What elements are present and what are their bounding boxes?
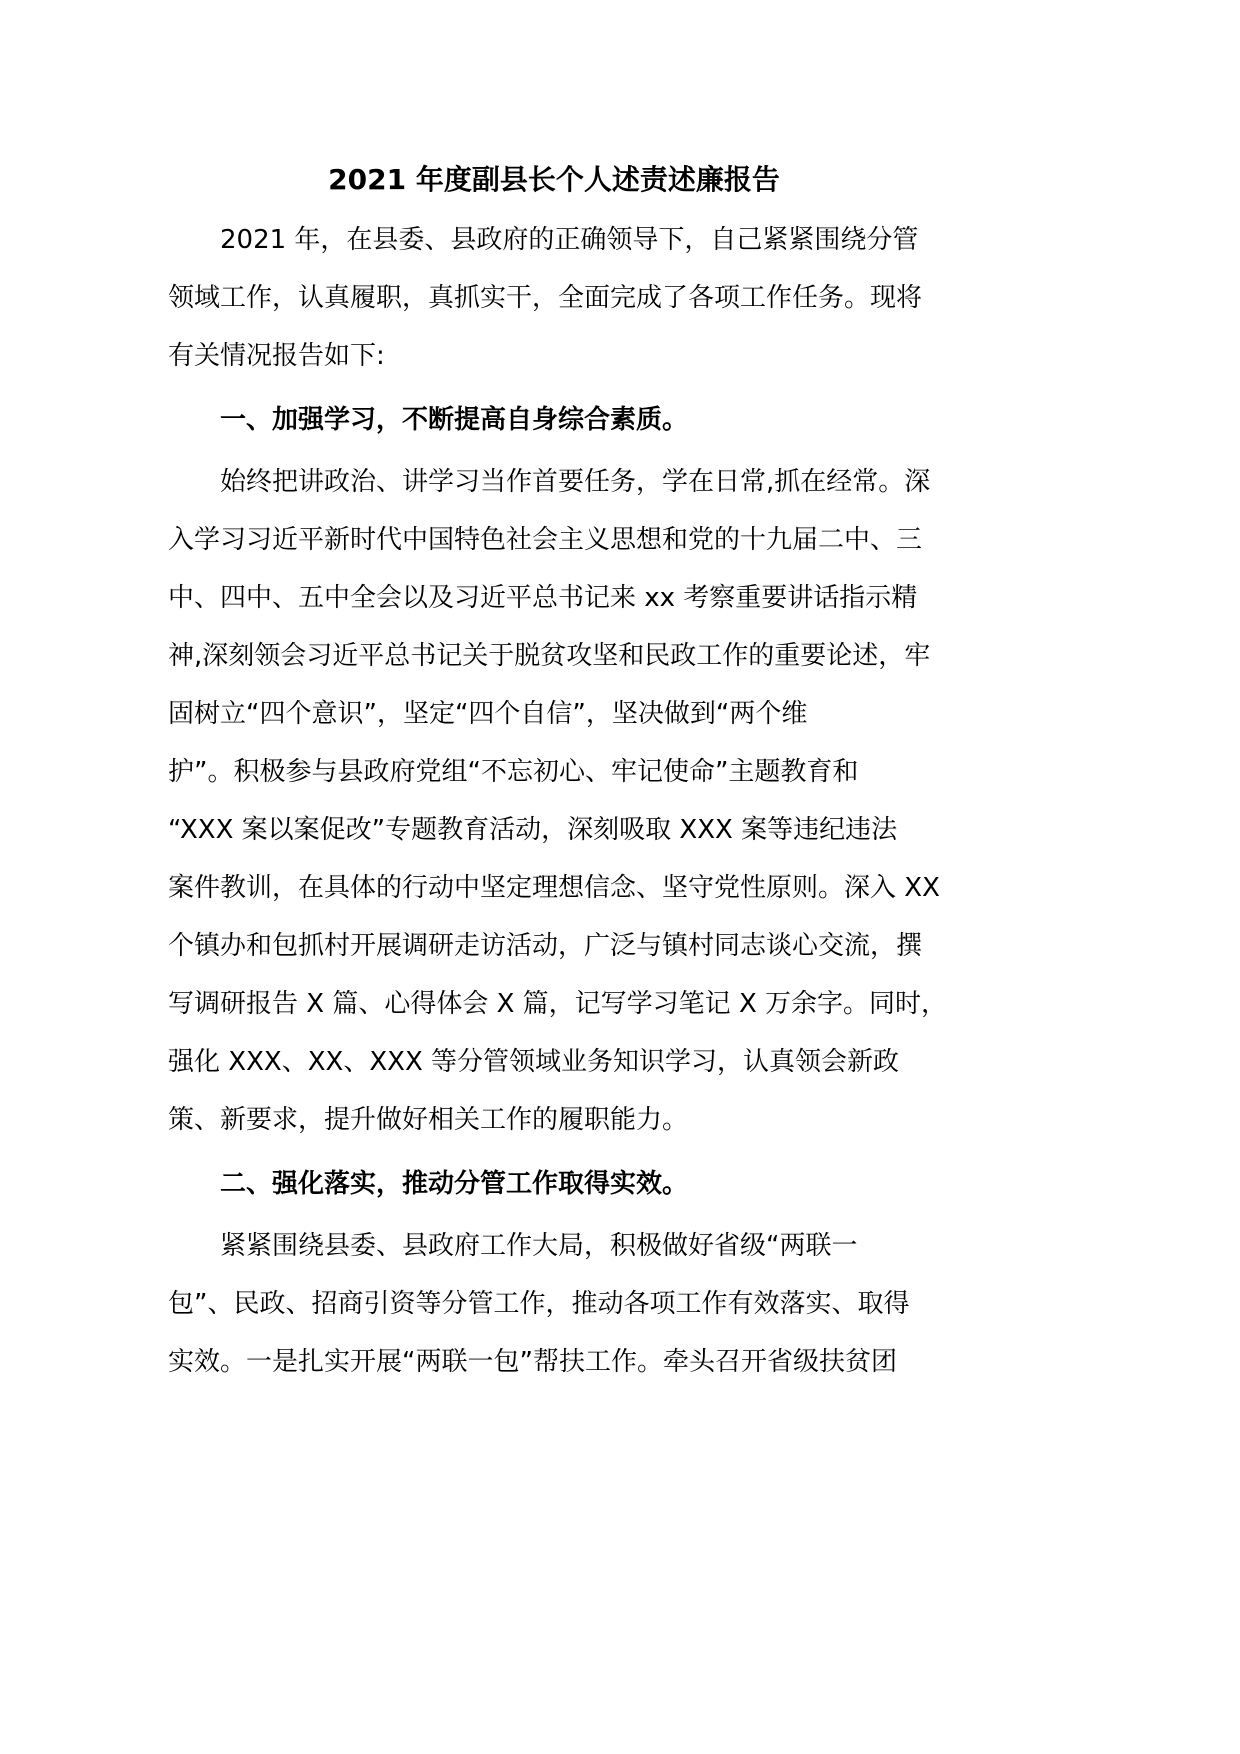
body-line: 固树立“四个意识”，坚定“四个自信”，坚决做到“两个维 — [168, 699, 808, 729]
body-line: 强化 XXX、XX、XXX 等分管领域业务知识学习，认真领会新政 — [168, 1047, 900, 1077]
document-body — [168, 151, 948, 1391]
body-line: 入学习习近平新时代中国特色社会主义思想和党的十九届二中、三 — [168, 525, 923, 555]
body-line: 包”、民政、招商引资等分管工作，推动各项工作有效落实、取得 — [168, 1289, 910, 1319]
section-heading: 二、强化落实，推动分管工作取得实效。 — [220, 1169, 689, 1199]
body-line: 紧紧围绕县委、县政府工作大局，积极做好省级“两联一 — [220, 1231, 858, 1261]
body-line: 实效。一是扎实开展“两联一包”帮扶工作。牵头召开省级扶贫团 — [168, 1347, 897, 1377]
section-heading: 一、加强学习，不断提高自身综合素质。 — [220, 405, 689, 435]
body-line: “XXX 案以案促改”专题教育活动，深刻吸取 XXX 案等违纪违法 — [168, 815, 898, 845]
intro-line: 有关情况报告如下: — [168, 341, 385, 371]
body-line: 案件教训，在具体的行动中坚定理想信念、坚守党性原则。深入 XX — [168, 873, 940, 903]
body-line: 神,深刻领会习近平总书记关于脱贫攻坚和民政工作的重要论述，牢 — [168, 641, 931, 671]
body-line: 始终把讲政治、讲学习当作首要任务，学在日常,抓在经常。深 — [220, 467, 931, 497]
body-line: 护”。积极参与县政府党组“不忘初心、牢记使命”主题教育和 — [168, 757, 859, 787]
body-line: 个镇办和包抓村开展调研走访活动，广泛与镇村同志谈心交流，撰 — [168, 931, 923, 961]
document-title: 2021 年度副县长个人述责述廉报告 — [328, 163, 780, 196]
intro-line: 2021 年，在县委、县政府的正确领导下，自己紧紧围绕分管 — [220, 225, 919, 255]
body-line: 策、新要求，提升做好相关工作的履职能力。 — [168, 1105, 689, 1135]
intro-line: 领域工作，认真履职，真抓实干，全面完成了各项工作任务。现将 — [168, 283, 923, 313]
body-line: 写调研报告 X 篇、心得体会 X 篇，记写学习笔记 X 万余字。同时， — [168, 989, 948, 1019]
body-line: 中、四中、五中全会以及习近平总书记来 xx 考察重要讲话指示精 — [168, 583, 918, 613]
